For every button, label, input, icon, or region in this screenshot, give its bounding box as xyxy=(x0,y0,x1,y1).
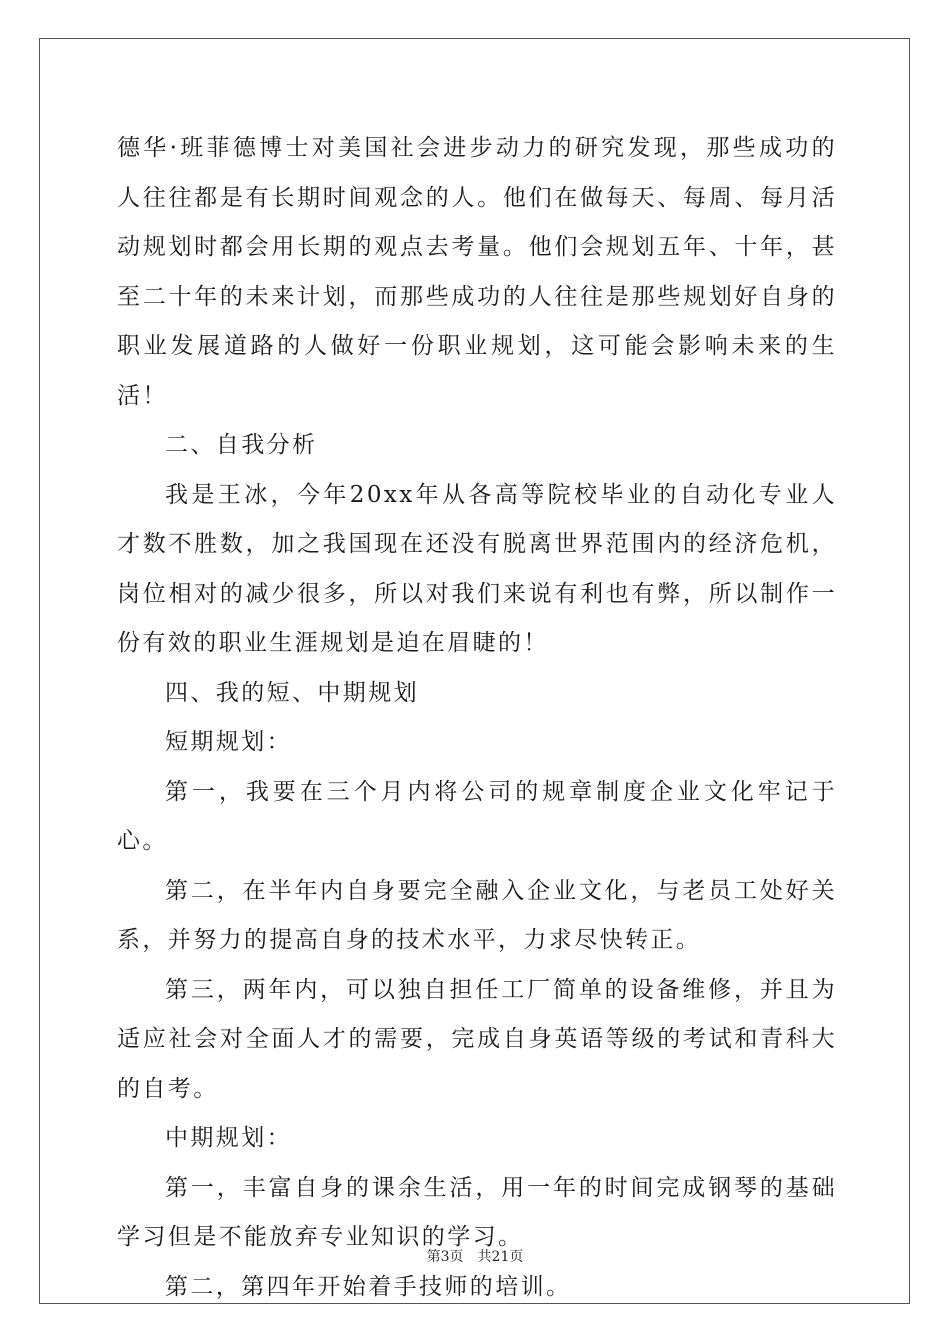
page-total: 共21页 xyxy=(477,1249,524,1265)
page-footer xyxy=(0,1246,950,1266)
paragraph-self-analysis: 我是王冰，今年20xx年从各高等院校毕业的自动化专业人才数不胜数，加之我国现在还没有脱离世界范围内的经济危机，岗位相对的减少很多，所以对我们来说有利也有弊，所以制作一份有效的职业生涯规划是迫在眉睫的！ xyxy=(117,481,837,656)
paragraph-intro: 德华·班菲德博士对美国社会进步动力的研究发现，那些成功的人往往都是有长期时间观念的人。他们在做每天、每周、每月活动规划时都会用长期的观点去考量。他们会规划五年、十年，甚至二十年的未来计划，而那些成功的人往往是那些规划好自身的职业发展道路的人做好一份职业规划，这可能会影响未来的生活！ xyxy=(117,135,837,409)
page-number: 第3页 xyxy=(426,1249,464,1265)
short-term-item-1: 第一，我要在三个月内将公司的规章制度企业文化牢记于心。 xyxy=(117,778,837,854)
subheading-mid-term: 中期规划： xyxy=(165,1125,292,1151)
heading-plans: 四、我的短、中期规划 xyxy=(165,679,419,706)
short-term-item-3: 第三，两年内，可以独自担任工厂简单的设备维修，并且为适应社会对全面人才的需要，完成自身英语等级的考试和青科大的自考。 xyxy=(117,976,837,1102)
short-term-item-2: 第二，在半年内自身要完全融入企业文化，与老员工处好关系，并努力的提高自身的技术水平，力求尽快转正。 xyxy=(117,877,837,953)
heading-self-analysis: 二、自我分析 xyxy=(165,432,318,458)
mid-term-item-1: 第一，丰富自身的课余生活，用一年的时间完成钢琴的基础学习但是不能放弃专业知识的学习。 xyxy=(117,1174,837,1250)
subheading-short-term: 短期规划： xyxy=(165,729,292,755)
document-body xyxy=(117,124,837,1312)
mid-term-item-2: 第二，第四年开始着手技师的培训。 xyxy=(165,1273,572,1300)
